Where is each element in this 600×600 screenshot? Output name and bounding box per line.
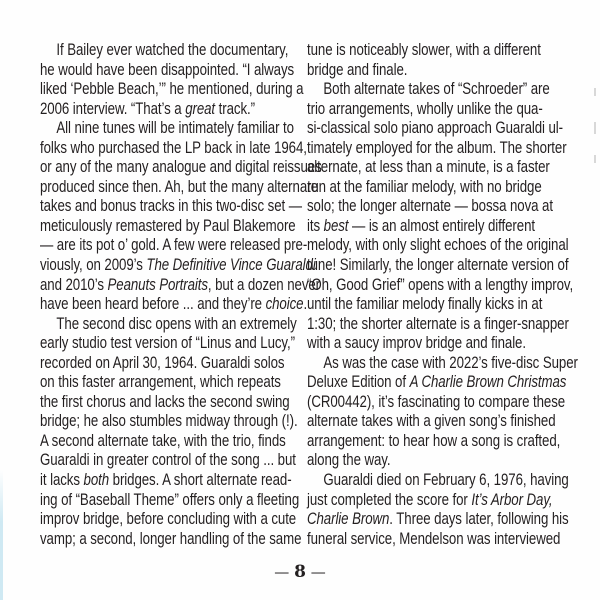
page-edge-mark [594, 122, 596, 134]
text-line [40, 80, 304, 100]
text-span: solo; the longer alternate — bossa nova at [307, 197, 553, 216]
text-line [307, 471, 569, 491]
text-span: its [307, 216, 324, 235]
page-number-dash-left: — [274, 563, 290, 581]
text-line [40, 471, 292, 491]
text-span: along the way. [307, 451, 391, 470]
text-line [307, 80, 553, 100]
text-span: have been heard before ... and they’re [40, 295, 266, 314]
text-span: folks who purchased the LP back in late 1964, [40, 138, 307, 157]
text-span: Guaraldi in greater control of the song ... but [40, 451, 296, 470]
text-line [307, 138, 567, 159]
text-line [40, 412, 298, 432]
text-line [40, 392, 290, 413]
text-line [40, 451, 296, 471]
text-line [307, 314, 569, 335]
text-span: he would have been disappointed. “I always [40, 60, 295, 79]
text-line [40, 216, 296, 237]
text-line [307, 178, 553, 198]
text-span: on this faster arrangement, which repeats [40, 373, 281, 392]
text-line [40, 490, 300, 511]
text-line [40, 334, 295, 354]
text-span: improv bridge, before concluding with a cute [40, 510, 297, 529]
text-line [40, 432, 286, 452]
text-span: with a saucy improv bridge and finale. [307, 334, 526, 353]
italic-text: Peanuts Portraits [107, 275, 208, 294]
text-line [307, 158, 553, 178]
text-line [40, 60, 295, 81]
text-span: timately employed for the album. The shorter [307, 138, 567, 157]
text-span: arrangement: to hear how a song is crafted, [307, 431, 561, 450]
text-line [40, 314, 297, 335]
text-line [40, 177, 319, 198]
text-span: si-classical solo piano approach Guaraldi ul- [307, 119, 564, 138]
text-line [40, 256, 316, 276]
text-span: Guaraldi died on February 6, 1976, having [323, 471, 569, 490]
text-span: recorded on April 30, 1964. Guaraldi solos [40, 353, 285, 372]
text-line [40, 275, 321, 296]
text-line [307, 197, 553, 217]
text-span: just completed the score for [307, 490, 472, 509]
text-span: . [303, 295, 308, 314]
text-line [307, 373, 567, 393]
text-line [40, 100, 286, 120]
text-line [40, 158, 322, 178]
text-span: All nine tunes will be intimately familiar to [56, 119, 294, 138]
text-span: track.” [215, 99, 255, 118]
text-span: bridges. A short alternate read- [109, 471, 292, 490]
text-line [307, 451, 553, 471]
italic-text: The Definitive Vince Guaraldi [146, 256, 316, 275]
text-span: funeral service, Mendelson was interviewed [307, 529, 561, 548]
text-line [307, 275, 574, 296]
text-line [40, 119, 294, 139]
text-line [307, 256, 569, 276]
text-line [40, 354, 286, 374]
text-span: — are its pot o’ gold. A few were released pre- [40, 236, 308, 255]
italic-text: great [185, 99, 216, 118]
text-span: vamp; a second, longer handling of the same [40, 529, 302, 548]
text-span: bridge; he also stumbles midway through (!). [40, 412, 298, 431]
text-line [307, 217, 553, 237]
text-line [307, 412, 556, 432]
italic-text: It’s Arbor Day, [471, 490, 553, 509]
text-span: . Three days later, following his [389, 510, 569, 529]
page-number: 8 [294, 562, 306, 582]
text-line [307, 392, 566, 413]
text-span: — is an almost entirely different [348, 216, 535, 235]
text-span: ing of “Baseball Theme” offers only a fleeting [40, 490, 300, 509]
italic-text: choice [265, 295, 304, 314]
text-span: 2006 interview. “That’s a [40, 99, 186, 118]
right-text-column [307, 41, 578, 549]
text-line [307, 295, 553, 315]
text-span: A second alternate take, with the trio, finds [40, 431, 286, 450]
text-line [307, 236, 569, 256]
text-line [307, 334, 553, 354]
text-span: tune! Similarly, the longer alternate version of [307, 256, 569, 275]
text-span: takes and bonus tracks in this two-disc set — [40, 197, 302, 216]
page-edge-mark [594, 155, 596, 163]
italic-text: Charlie Brown [307, 510, 390, 529]
text-line [307, 431, 561, 452]
text-span: The second disc opens with an extremely [56, 314, 297, 333]
text-line [40, 295, 308, 315]
text-span: or any of the many analogue and digital reissues [40, 158, 322, 177]
text-span: and 2010’s [40, 275, 108, 294]
text-span: trio arrangements, wholly unlike the qua- [307, 99, 543, 118]
text-line [307, 119, 564, 139]
text-span: If Bailey ever watched the documentary, [56, 41, 289, 59]
italic-text: best [323, 216, 349, 235]
text-span: viously, on 2009’s [40, 256, 147, 275]
text-line [307, 491, 553, 511]
text-span: alternate, at less than a minute, is a faster [307, 158, 550, 177]
text-span: melody, with only slight echoes of the original [307, 236, 569, 255]
text-line [40, 197, 302, 217]
text-line [307, 61, 553, 81]
text-span: As was the case with 2022’s five-disc Super [323, 353, 578, 372]
text-span: liked ‘Pebble Beach,’” he mentioned, during a [40, 80, 304, 99]
left-text-column [40, 41, 322, 549]
text-line [40, 373, 286, 393]
text-line [307, 529, 561, 550]
page-number-footer [0, 562, 600, 582]
text-line [307, 353, 578, 374]
text-span: Both alternate takes of “Schroeder” are [323, 80, 550, 99]
page-edge-mark [594, 88, 596, 96]
text-line [40, 529, 302, 550]
text-span: tune is noticeably slower, with a different [307, 41, 541, 59]
text-span: it lacks [40, 471, 84, 490]
text-span: bridge and finale. [307, 60, 408, 79]
text-line [40, 41, 289, 61]
italic-text: A Charlie Brown Christmas [409, 373, 567, 392]
text-line [307, 41, 553, 61]
text-span: early studio test version of “Linus and Lucy,” [40, 334, 295, 353]
page-number-dash-right: — [310, 563, 326, 581]
text-span: “Oh, Good Grief” opens with a lengthy improv, [307, 275, 574, 294]
text-span: , but a dozen never [207, 275, 321, 294]
text-span: produced since then. Ah, but the many alternate [40, 177, 319, 196]
text-span: Deluxe Edition of [307, 373, 410, 392]
text-line [40, 236, 308, 256]
text-span: run at the familiar melody, with no bridge [307, 177, 542, 196]
text-line [40, 510, 297, 530]
text-line [40, 138, 307, 159]
text-span: (CR00442), it’s fascinating to compare these [307, 392, 566, 411]
text-span: 1:30; the shorter alternate is a finger-snapper [307, 314, 569, 333]
text-span: meticulously remastered by Paul Blakemore [40, 216, 296, 235]
text-line [307, 100, 553, 120]
italic-text: both [83, 471, 110, 490]
text-span: until the familiar melody finally kicks in at [307, 295, 543, 314]
text-line [307, 510, 569, 530]
text-span: alternate takes with a given song’s finished [307, 412, 556, 431]
text-span: the first chorus and lacks the second swing [40, 392, 290, 411]
